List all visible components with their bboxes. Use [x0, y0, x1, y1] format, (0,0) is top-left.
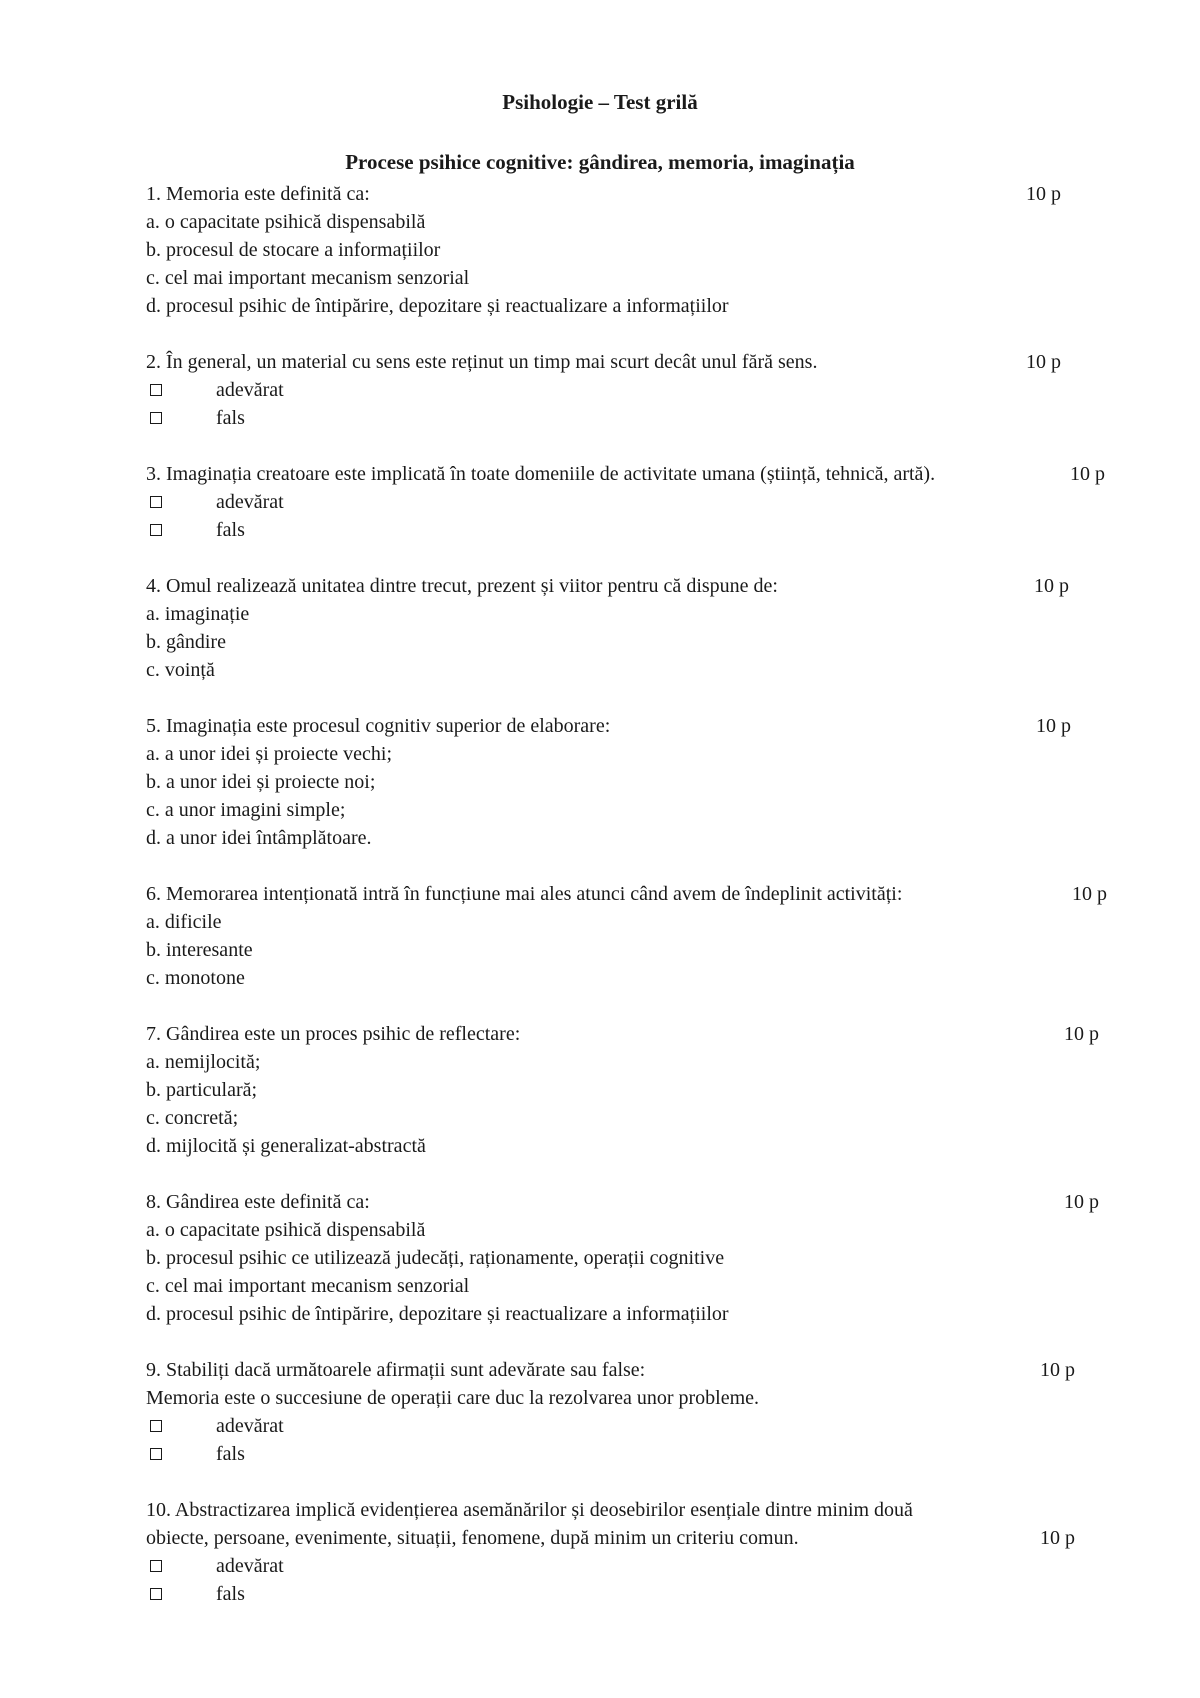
question-1	[146, 180, 1126, 320]
answer-option[interactable]: c. monotone	[146, 967, 245, 989]
question-points: 10 p	[1036, 715, 1071, 737]
answer-option[interactable]: d. mijlocită și generalizat-abstractă	[146, 1135, 426, 1157]
answer-option[interactable]: b. interesante	[146, 939, 253, 961]
question-8	[146, 1188, 1126, 1328]
question-header	[146, 880, 1126, 908]
question-points: 10 p	[1070, 463, 1105, 485]
question-header	[146, 180, 1126, 208]
false-label: fals	[216, 1443, 245, 1465]
false-label: fals	[216, 1583, 245, 1605]
answer-option[interactable]: b. procesul psihic ce utilizează judecăți, raționamente, operații cognitive	[146, 1247, 725, 1269]
checkbox-icon[interactable]	[150, 384, 162, 396]
false-option[interactable]	[146, 516, 1126, 544]
answer-option[interactable]: c. cel mai important mecanism senzorial	[146, 1275, 470, 1297]
questions-list	[146, 180, 1126, 1636]
question-text: 2. În general, un material cu sens este reținut un timp mai scurt decât unul fără sens.	[146, 351, 818, 373]
checkbox-icon[interactable]	[150, 412, 162, 424]
question-points: 10 p	[1026, 351, 1061, 373]
false-option[interactable]	[146, 1440, 1126, 1468]
question-text: 10. Abstractizarea implică evidențierea asemănărilor și deosebirilor esențiale dintre minim două	[146, 1499, 913, 1521]
answer-option[interactable]: c. a unor imagini simple;	[146, 799, 346, 821]
checkbox-icon[interactable]	[150, 1560, 162, 1572]
question-2	[146, 348, 1126, 432]
answer-option[interactable]: c. concretă;	[146, 1107, 239, 1129]
question-header	[146, 1188, 1126, 1216]
question-7	[146, 1020, 1126, 1160]
answer-option[interactable]: b. procesul de stocare a informațiilor	[146, 239, 441, 261]
answer-option[interactable]: c. cel mai important mecanism senzorial	[146, 267, 470, 289]
document-title: Psihologie – Test grilă	[502, 90, 698, 114]
question-3	[146, 460, 1126, 544]
question-header	[146, 572, 1126, 600]
question-text: 8. Gândirea este definită ca:	[146, 1191, 370, 1213]
checkbox-icon[interactable]	[150, 496, 162, 508]
answer-option[interactable]: d. procesul psihic de întipărire, depozitare și reactualizare a informațiilor	[146, 1303, 729, 1325]
question-points: 10 p	[1040, 1359, 1075, 1381]
answer-option[interactable]: b. particulară;	[146, 1079, 258, 1101]
question-6	[146, 880, 1126, 992]
answer-option[interactable]: d. procesul psihic de întipărire, depozitare și reactualizare a informațiilor	[146, 295, 729, 317]
question-header	[146, 712, 1126, 740]
question-points: 10 p	[1064, 1023, 1099, 1045]
answer-option[interactable]: a. dificile	[146, 911, 222, 933]
true-option[interactable]	[146, 488, 1126, 516]
true-option[interactable]	[146, 1552, 1126, 1580]
true-label: adevărat	[216, 1555, 284, 1577]
false-label: fals	[216, 519, 245, 541]
answer-option[interactable]: c. voință	[146, 659, 215, 681]
document-subtitle: Procese psihice cognitive: gândirea, memoria, imaginația	[345, 150, 855, 174]
true-label: adevărat	[216, 379, 284, 401]
question-header	[146, 1356, 1126, 1384]
question-text: 6. Memorarea intenționată intră în funcțiune mai ales atunci când avem de îndeplinit activități:	[146, 883, 903, 905]
question-header	[146, 348, 1126, 376]
true-label: adevărat	[216, 491, 284, 513]
question-text: 9. Stabiliți dacă următoarele afirmații sunt adevărate sau false:	[146, 1359, 646, 1381]
answer-option[interactable]: a. o capacitate psihică dispensabilă	[146, 1219, 426, 1241]
checkbox-icon[interactable]	[150, 1448, 162, 1460]
question-header	[146, 1020, 1126, 1048]
answer-option[interactable]: b. a unor idei și proiecte noi;	[146, 771, 376, 793]
question-points: 10 p	[1064, 1191, 1099, 1213]
question-header	[146, 1524, 1126, 1552]
question-points: 10 p	[1026, 183, 1061, 205]
checkbox-icon[interactable]	[150, 1588, 162, 1600]
false-label: fals	[216, 407, 245, 429]
answer-option[interactable]: a. imaginație	[146, 603, 250, 625]
question-statement: Memoria este o succesiune de operații care duc la rezolvarea unor probleme.	[146, 1387, 760, 1409]
answer-option[interactable]: a. nemijlocită;	[146, 1051, 261, 1073]
question-9	[146, 1356, 1126, 1468]
checkbox-icon[interactable]	[150, 1420, 162, 1432]
question-4	[146, 572, 1126, 684]
question-5	[146, 712, 1126, 852]
true-label: adevărat	[216, 1415, 284, 1437]
question-header	[146, 460, 1126, 488]
answer-option[interactable]: a. a unor idei și proiecte vechi;	[146, 743, 393, 765]
true-option[interactable]	[146, 376, 1126, 404]
question-text: 4. Omul realizează unitatea dintre trecut, prezent și viitor pentru că dispune de:	[146, 575, 778, 597]
question-points: 10 p	[1040, 1527, 1075, 1549]
question-text: 5. Imaginația este procesul cognitiv superior de elaborare:	[146, 715, 611, 737]
question-text: 3. Imaginația creatoare este implicată în toate domeniile de activitate umana (știință, tehnică, artă).	[146, 463, 936, 485]
true-option[interactable]	[146, 1412, 1126, 1440]
answer-option[interactable]: d. a unor idei întâmplătoare.	[146, 827, 372, 849]
question-points: 10 p	[1072, 883, 1107, 905]
false-option[interactable]	[146, 404, 1126, 432]
answer-option[interactable]: a. o capacitate psihică dispensabilă	[146, 211, 426, 233]
false-option[interactable]	[146, 1580, 1126, 1608]
question-text-continued: obiecte, persoane, evenimente, situații, fenomene, după minim un criteriu comun.	[146, 1527, 799, 1549]
question-10	[146, 1496, 1126, 1608]
question-text: 7. Gândirea este un proces psihic de reflectare:	[146, 1023, 521, 1045]
question-text: 1. Memoria este definită ca:	[146, 183, 370, 205]
question-points: 10 p	[1034, 575, 1069, 597]
answer-option[interactable]: b. gândire	[146, 631, 226, 653]
checkbox-icon[interactable]	[150, 524, 162, 536]
